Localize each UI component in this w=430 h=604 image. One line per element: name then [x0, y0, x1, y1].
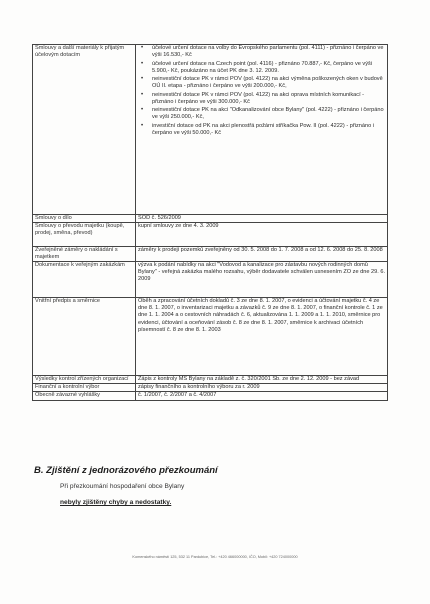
list-item: • neinvestiční dotace PK v rámci POV (pol. 4122) na akci výměna poškozených oken v budově OÚ II. etapa - přiznáno i čerpáno ve výši 200.000,- Kč, [141, 76, 383, 90]
row-value: výzva k podání nabídky na akci "Vodovod a kanalizace pro zástavbu nových rodinných domů Bylany" - veřejná zakázka malého rozsahu, výběr dodavatele schválen usnesením ZO ze dne 29. 6. 2009 [136, 262, 388, 298]
list-item: • neinvestiční dotace PK v rámci POV (pol. 4122) na akci oprava místních komunikací - přiznáno i čerpáno ve výši 300.000,- Kč [141, 91, 365, 105]
grant-list [138, 45, 385, 137]
review-table [32, 44, 388, 401]
row-label: Finanční a kontrolní výbor [33, 384, 136, 392]
bullet-icon: • [141, 91, 144, 98]
section-conclusion: nebyly zjištěny chyby a nedostatky. [60, 499, 172, 506]
bullet-icon: • [141, 122, 144, 129]
table-row [33, 262, 388, 298]
list-item: • investiční dotace od PK na akci plenostřá požárni stříkačka Pow. II (pol. 4222) - přiznáno i čerpáno ve výši 50.000,- Kč [141, 122, 375, 136]
bullet-icon: • [141, 76, 144, 83]
row-label: Smlouvy a další materiály k přijatým účelovým dotacím [33, 45, 136, 215]
row-label: Obecně závazné vyhlášky [33, 392, 136, 400]
row-value: Zápis z kontroly MŠ Bylany na základě z. č. 320/2001 Sb. ze dne 2. 12. 2009 - bez závad [136, 376, 388, 384]
bullet-icon: • [141, 45, 144, 51]
row-label: Vnitřní předpis a směrnice [33, 298, 136, 376]
row-label: Smlouvy o převodu majetku (koupě, prodej, směna, převod) [33, 223, 136, 247]
row-value: kupní smlouvy ze dne 4. 3. 2009 [136, 223, 388, 247]
row-value: zápisy finančního a kontrolního výboru za r. 2009 [136, 384, 388, 392]
table-row [33, 223, 388, 247]
page-footer: Komenského náměstí 125, 532 11 Pardubice, Tel.: +420 466000000, IČO, Mobil: +420 724000000 [132, 555, 298, 559]
row-label: Dokumentace k veřejným zakázkám [33, 262, 136, 298]
table-row [33, 215, 388, 223]
list-item: • účelové určení dotace na Czech point (pol. 4116) - přiznáno 70.887,- Kč, čerpáno ve výši 5.900,- Kč, poukázáno na účet PK dne 3. 12. 2009. [141, 60, 373, 74]
table-row [33, 384, 388, 392]
row-value: Oběh a zpracování účetních dokladů č. 3 ze dne 8. 1. 2007, o evidenci a účtování majetku č. 4 ze dne 8. 1. 2007, o inventarizaci majetku a závazků č. 9 ze dne 8. 1. 2007, o finanční kontrole č. 1 ze dne 1. 1. 2004 a o cestovních náhradách č. 6, aktualizována 1. 1. 2009 a 1. 1. 2010, směrnice pro evidenci, účtování a oceňování zásob č. 8 ze dne 8. 1. 2007, směrnice k archivaci účetních písemností č. 8 ze dne 8. 1. 2003 [136, 298, 388, 376]
section-heading: B. Zjištění z jednorázového přezkoumání [34, 465, 218, 476]
list-item: • účelové určení dotace na volby do Evropského parlamentu (pol. 4111) - přiznáno i čerpáno ve výši 16.530,- Kč [141, 45, 384, 59]
row-value: č. 1/2007, č. 2/2007 a č. 4/2007 [136, 392, 388, 400]
report-table-container [32, 44, 388, 401]
section-text: Při přezkoumání hospodaření obce Bylany [60, 483, 185, 490]
table-row [33, 376, 388, 384]
table-row [33, 45, 388, 215]
row-value [136, 45, 388, 215]
row-value: záměry k prodeji pozemků zveřejněny od 30. 5. 2008 do 1. 7. 2008 a od 12. 6. 2008 do 25. 8. 2008 [136, 247, 388, 262]
findings-section [34, 465, 394, 506]
row-label: Výsledky kontrol zřízených organizací [33, 376, 136, 384]
list-item: • neinvestiční dotace PK na akci "Odkanalizování obce Bylany" (pol. 4222) - přiznáno i čerpáno ve výši 250.000,- Kč, [141, 107, 384, 121]
row-value: SOD č. 526/2009 [136, 215, 388, 223]
row-label: Smlouvy o dílo [33, 215, 136, 223]
table-row [33, 298, 388, 376]
table-row [33, 392, 388, 400]
bullet-icon: • [141, 107, 144, 114]
row-label: Zveřejněné záměry o nakládání s majetkem [33, 247, 136, 262]
bullet-icon: • [141, 60, 144, 67]
table-row [33, 247, 388, 262]
